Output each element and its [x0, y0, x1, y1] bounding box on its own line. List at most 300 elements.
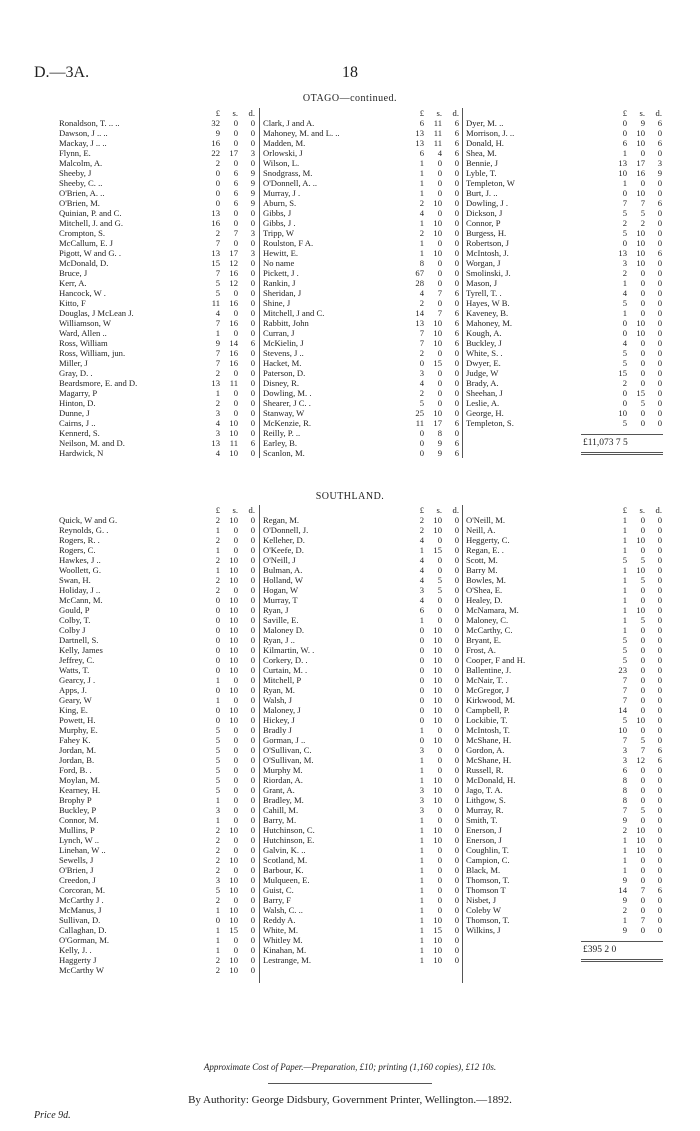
amount-pence: 6	[250, 438, 255, 448]
payee-name: Campbell, P.	[466, 705, 510, 715]
amount-shillings: 0	[437, 605, 442, 615]
payee-name: Connor, M.	[59, 815, 99, 825]
payee-name: Apps, J.	[59, 685, 87, 695]
payee-name: Gordon, A.	[466, 745, 505, 755]
amount-pounds: 16	[211, 138, 220, 148]
payee-name: Shearer, J C. .	[263, 398, 311, 408]
amount-pence: 0	[250, 815, 255, 825]
amount-shillings: 17	[433, 418, 442, 428]
amount-pence: 0	[250, 535, 255, 545]
payee-name: Roulston, F A.	[263, 238, 314, 248]
total-rule	[581, 434, 663, 435]
amount-pence: 0	[657, 925, 662, 935]
amount-shillings: 6	[233, 198, 238, 208]
amount-pounds: 1	[622, 915, 627, 925]
table-row	[260, 348, 463, 358]
amount-pence: 0	[657, 575, 662, 585]
table-row	[463, 785, 667, 795]
payee-name: Regan, E. .	[466, 545, 504, 555]
amount-pounds: 2	[215, 585, 220, 595]
payee-name: Swan, H.	[59, 575, 91, 585]
table-row	[463, 835, 667, 845]
amount-pounds: 23	[618, 665, 627, 675]
currency-heading-sh: s.	[436, 505, 442, 515]
table-row	[463, 705, 667, 715]
total-double-rule	[581, 452, 663, 455]
table-row	[56, 795, 259, 805]
currency-heading-lb: £	[215, 108, 220, 118]
table-row	[463, 695, 667, 705]
table-row	[56, 448, 259, 458]
amount-shillings: 10	[636, 328, 645, 338]
amount-pence: 6	[657, 118, 662, 128]
amount-pounds: 1	[215, 328, 220, 338]
payee-name: McCarthy J .	[59, 895, 104, 905]
amount-shillings: 0	[437, 268, 442, 278]
amount-pence: 0	[454, 815, 459, 825]
table-row	[463, 258, 667, 268]
amount-pounds: 5	[215, 278, 220, 288]
payee-name: Lynch, W ..	[59, 835, 100, 845]
amount-shillings: 0	[233, 775, 238, 785]
amount-pence: 0	[454, 565, 459, 575]
table-row	[463, 665, 667, 675]
amount-pence: 0	[657, 515, 662, 525]
amount-pence: 0	[454, 905, 459, 915]
amount-pounds: 1	[215, 925, 220, 935]
amount-pence: 0	[250, 368, 255, 378]
payee-name: Burgess, H.	[466, 228, 507, 238]
amount-pence: 0	[250, 655, 255, 665]
table-row	[56, 705, 259, 715]
table-row	[260, 238, 463, 248]
amount-pence: 0	[454, 238, 459, 248]
amount-shillings: 12	[229, 258, 238, 268]
amount-pounds: 4	[419, 565, 424, 575]
amount-pounds: 0	[419, 428, 424, 438]
amount-pence: 0	[454, 218, 459, 228]
amount-pence: 9	[250, 178, 255, 188]
table-row	[463, 535, 667, 545]
table-row	[56, 595, 259, 605]
amount-pence: 0	[250, 735, 255, 745]
amount-pence: 0	[657, 825, 662, 835]
table-row	[260, 268, 463, 278]
southland-column-3	[462, 505, 667, 983]
table-row	[260, 188, 463, 198]
amount-pounds: 5	[215, 755, 220, 765]
payee-name: Ryan, J ..	[263, 635, 295, 645]
payee-name: Lockibie, T.	[466, 715, 508, 725]
amount-shillings: 10	[229, 715, 238, 725]
amount-shillings: 0	[437, 348, 442, 358]
table-row	[463, 735, 667, 745]
amount-shillings: 10	[433, 655, 442, 665]
amount-pounds: 13	[211, 438, 220, 448]
table-row	[56, 905, 259, 915]
amount-shillings: 10	[229, 418, 238, 428]
table-row	[56, 555, 259, 565]
amount-shillings: 0	[233, 865, 238, 875]
table-row	[56, 428, 259, 438]
amount-pence: 0	[657, 525, 662, 535]
amount-pence: 0	[454, 268, 459, 278]
table-row	[260, 845, 463, 855]
amount-shillings: 0	[640, 865, 645, 875]
amount-pounds: 1	[622, 535, 627, 545]
amount-shillings: 0	[640, 545, 645, 555]
amount-shillings: 0	[233, 118, 238, 128]
table-row	[56, 388, 259, 398]
amount-pounds: 1	[419, 238, 424, 248]
amount-shillings: 0	[233, 785, 238, 795]
amount-pence: 0	[657, 875, 662, 885]
page-number: 18	[342, 64, 358, 81]
payee-name: McIntosh, J.	[466, 248, 509, 258]
table-row	[260, 575, 463, 585]
amount-pounds: 13	[211, 248, 220, 258]
amount-pounds: 9	[215, 128, 220, 138]
amount-pence: 0	[657, 288, 662, 298]
amount-pounds: 1	[215, 545, 220, 555]
amount-pence: 0	[454, 408, 459, 418]
payee-name: Jago, T. A.	[466, 785, 503, 795]
payee-name: Flynn, E.	[59, 148, 91, 158]
amount-pence: 9	[250, 188, 255, 198]
payee-name: Black, M.	[466, 865, 501, 875]
amount-pounds: 3	[419, 368, 424, 378]
amount-pence: 0	[454, 895, 459, 905]
amount-shillings: 5	[640, 805, 645, 815]
payee-name: Whitley M.	[263, 935, 303, 945]
amount-shillings: 0	[233, 895, 238, 905]
amount-pounds: 2	[419, 348, 424, 358]
amount-shillings: 7	[640, 885, 645, 895]
amount-shillings: 10	[433, 248, 442, 258]
table-row	[463, 565, 667, 575]
table-row	[260, 625, 463, 635]
payee-name: Reynolds, G. .	[59, 525, 109, 535]
table-row	[56, 855, 259, 865]
amount-shillings: 9	[640, 118, 645, 128]
payee-name: O'Shea, E.	[466, 585, 503, 595]
amount-shillings: 0	[233, 755, 238, 765]
payee-name: Morrison, J. ..	[466, 128, 515, 138]
amount-shillings: 0	[640, 645, 645, 655]
amount-pence: 0	[657, 298, 662, 308]
table-row	[56, 138, 259, 148]
table-row	[463, 635, 667, 645]
amount-shillings: 10	[229, 595, 238, 605]
amount-pounds: 5	[215, 785, 220, 795]
table-row	[260, 925, 463, 935]
payee-name: Kirkwood, M.	[466, 695, 515, 705]
amount-pounds: 5	[215, 765, 220, 775]
amount-pence: 0	[657, 208, 662, 218]
payee-name: Walsh, C. ..	[263, 905, 303, 915]
payee-name: Kilmartin, W. .	[263, 645, 315, 655]
amount-pounds: 5	[622, 348, 627, 358]
amount-pence: 0	[250, 945, 255, 955]
table-row	[463, 525, 667, 535]
amount-pounds: 5	[419, 398, 424, 408]
table-row	[56, 258, 259, 268]
amount-pounds: 3	[419, 795, 424, 805]
amount-pounds: 0	[215, 635, 220, 645]
payee-name: Scott, M.	[466, 555, 498, 565]
amount-shillings: 10	[636, 605, 645, 615]
amount-pence: 0	[250, 645, 255, 655]
currency-heading	[56, 505, 259, 515]
amount-pence: 0	[454, 178, 459, 188]
amount-pence: 0	[250, 625, 255, 635]
amount-pence: 6	[454, 438, 459, 448]
table-row	[56, 865, 259, 875]
payee-name: Mahoney, M. and L. ..	[263, 128, 340, 138]
amount-pounds: 4	[419, 575, 424, 585]
amount-pence: 9	[250, 198, 255, 208]
amount-pence: 0	[657, 625, 662, 635]
amount-shillings: 0	[640, 268, 645, 278]
amount-pence: 0	[250, 525, 255, 535]
table-row	[260, 555, 463, 565]
table-row	[260, 388, 463, 398]
amount-pounds: 0	[419, 448, 424, 458]
amount-pence: 0	[250, 755, 255, 765]
amount-pounds: 2	[622, 378, 627, 388]
payee-name: Mitchell, J. and G.	[59, 218, 123, 228]
amount-pence: 0	[250, 565, 255, 575]
amount-pence: 0	[454, 875, 459, 885]
amount-pounds: 5	[622, 358, 627, 368]
amount-shillings: 10	[433, 825, 442, 835]
currency-heading-dp: d.	[248, 108, 255, 118]
amount-shillings: 10	[433, 338, 442, 348]
amount-pence: 0	[454, 795, 459, 805]
amount-shillings: 0	[233, 725, 238, 735]
amount-pence: 0	[250, 208, 255, 218]
payee-name: Mackay, J .. ..	[59, 138, 107, 148]
table-row	[56, 815, 259, 825]
table-row	[56, 288, 259, 298]
amount-pence: 0	[657, 795, 662, 805]
amount-shillings: 0	[640, 855, 645, 865]
amount-shillings: 10	[636, 258, 645, 268]
table-row	[56, 515, 259, 525]
payee-name: Ronaldson, T. .. ..	[59, 118, 120, 128]
amount-shillings: 0	[640, 278, 645, 288]
amount-pounds: 1	[419, 915, 424, 925]
table-row	[463, 875, 667, 885]
payee-name: Gray, D. .	[59, 368, 93, 378]
currency-heading-sh: s.	[232, 108, 238, 118]
payee-name: Mullins, P	[59, 825, 95, 835]
amount-pounds: 0	[622, 398, 627, 408]
table-row	[463, 238, 667, 248]
payee-name: Pickett, J .	[263, 268, 299, 278]
amount-pence: 0	[454, 805, 459, 815]
table-row	[260, 318, 463, 328]
amount-shillings: 11	[433, 128, 442, 138]
table-row	[260, 228, 463, 238]
payee-name: O'Neill, J	[263, 555, 296, 565]
amount-pence: 0	[454, 635, 459, 645]
payee-name: Thomson T	[466, 885, 506, 895]
amount-pence: 0	[250, 685, 255, 695]
payee-name: Malcolm, A.	[59, 158, 103, 168]
amount-pounds: 1	[419, 188, 424, 198]
table-row	[56, 208, 259, 218]
amount-shillings: 0	[233, 368, 238, 378]
amount-shillings: 0	[437, 755, 442, 765]
payee-name: Rogers, R. .	[59, 535, 100, 545]
table-row	[56, 238, 259, 248]
payee-name: Madden, M.	[263, 138, 306, 148]
amount-pounds: 0	[215, 625, 220, 635]
payee-name: Coughlin, T.	[466, 845, 509, 855]
table-row	[463, 188, 667, 198]
table-row	[56, 775, 259, 785]
amount-pounds: 0	[215, 655, 220, 665]
payee-name: Dowling, M. .	[263, 388, 312, 398]
amount-shillings: 0	[640, 378, 645, 388]
amount-pounds: 2	[215, 515, 220, 525]
payee-name: White, S. .	[466, 348, 503, 358]
amount-pounds: 0	[622, 128, 627, 138]
table-row	[463, 515, 667, 525]
amount-pence: 0	[250, 128, 255, 138]
amount-shillings: 10	[229, 905, 238, 915]
amount-pence: 0	[454, 845, 459, 855]
amount-shillings: 17	[636, 158, 645, 168]
payee-name: Wilkins, J	[466, 925, 501, 935]
amount-pounds: 5	[215, 288, 220, 298]
payee-name: Miller, J	[59, 358, 88, 368]
payee-name: Kelly, J. .	[59, 945, 92, 955]
amount-pounds: 1	[622, 865, 627, 875]
amount-pence: 6	[454, 338, 459, 348]
payee-name: O'Donnell, J.	[263, 525, 309, 535]
amount-pence: 0	[454, 765, 459, 775]
amount-pence: 0	[250, 915, 255, 925]
amount-pence: 0	[454, 358, 459, 368]
payee-name: Corkery, D. .	[263, 655, 308, 665]
amount-pounds: 1	[622, 605, 627, 615]
table-row	[260, 128, 463, 138]
amount-pence: 6	[454, 448, 459, 458]
amount-shillings: 0	[640, 525, 645, 535]
table-row	[56, 605, 259, 615]
table-row	[260, 775, 463, 785]
amount-pence: 0	[657, 565, 662, 575]
table-row	[56, 625, 259, 635]
amount-shillings: 0	[640, 298, 645, 308]
amount-pounds: 3	[622, 258, 627, 268]
amount-pounds: 1	[215, 815, 220, 825]
amount-shillings: 0	[640, 815, 645, 825]
amount-pounds: 5	[622, 555, 627, 565]
amount-pence: 0	[250, 825, 255, 835]
amount-shillings: 0	[437, 815, 442, 825]
payee-name: Curran, J	[263, 328, 295, 338]
amount-pounds: 15	[618, 368, 627, 378]
amount-shillings: 0	[640, 585, 645, 595]
amount-shillings: 16	[229, 298, 238, 308]
table-row	[463, 615, 667, 625]
amount-shillings: 10	[636, 248, 645, 258]
currency-heading-dp: d.	[655, 108, 662, 118]
payee-name: Aburn, S.	[263, 198, 297, 208]
payee-name: Lyble, T.	[466, 168, 497, 178]
amount-pounds: 3	[622, 755, 627, 765]
table-row	[56, 178, 259, 188]
table-row	[56, 535, 259, 545]
table-row	[260, 945, 463, 955]
amount-pounds: 4	[215, 448, 220, 458]
payee-name: Hickey, J	[263, 715, 295, 725]
amount-shillings: 0	[640, 795, 645, 805]
currency-heading-lb: £	[419, 108, 424, 118]
amount-pence: 0	[657, 805, 662, 815]
amount-pounds: 0	[215, 715, 220, 725]
amount-shillings: 10	[636, 845, 645, 855]
amount-shillings: 10	[433, 198, 442, 208]
payee-name: Holiday, J ..	[59, 585, 101, 595]
amount-pence: 0	[454, 368, 459, 378]
amount-shillings: 9	[437, 438, 442, 448]
amount-pounds: 0	[215, 705, 220, 715]
amount-pence: 6	[454, 138, 459, 148]
amount-pence: 0	[250, 585, 255, 595]
amount-pence: 0	[250, 348, 255, 358]
amount-pounds: 2	[215, 845, 220, 855]
amount-pounds: 1	[419, 885, 424, 895]
payee-name: Curtain, M. .	[263, 665, 308, 675]
currency-heading	[463, 108, 667, 118]
payee-name: Grant, A.	[263, 785, 295, 795]
amount-shillings: 0	[640, 288, 645, 298]
amount-pounds: 8	[419, 258, 424, 268]
currency-heading	[463, 505, 667, 515]
table-row	[463, 318, 667, 328]
amount-shillings: 5	[640, 555, 645, 565]
table-row	[260, 418, 463, 428]
amount-shillings: 0	[437, 388, 442, 398]
amount-pounds: 0	[215, 685, 220, 695]
payee-name: Rankin, J	[263, 278, 296, 288]
amount-pounds: 0	[215, 915, 220, 925]
amount-shillings: 11	[229, 438, 238, 448]
payee-name: Beardsmore, E. and D.	[59, 378, 138, 388]
table-row	[56, 645, 259, 655]
payee-name: Hinton, D.	[59, 398, 96, 408]
amount-pence: 0	[250, 745, 255, 755]
amount-shillings: 0	[437, 895, 442, 905]
amount-pence: 3	[250, 148, 255, 158]
table-row	[463, 545, 667, 555]
amount-pence: 0	[657, 635, 662, 645]
table-row	[463, 208, 667, 218]
total-double-rule	[581, 959, 663, 962]
amount-pence: 0	[454, 625, 459, 635]
amount-pence: 0	[657, 148, 662, 158]
amount-pounds: 8	[622, 795, 627, 805]
currency-heading	[260, 108, 463, 118]
amount-shillings: 0	[233, 128, 238, 138]
payee-name: Bennie, J	[466, 158, 498, 168]
amount-pounds: 22	[211, 148, 220, 158]
table-row	[260, 178, 463, 188]
